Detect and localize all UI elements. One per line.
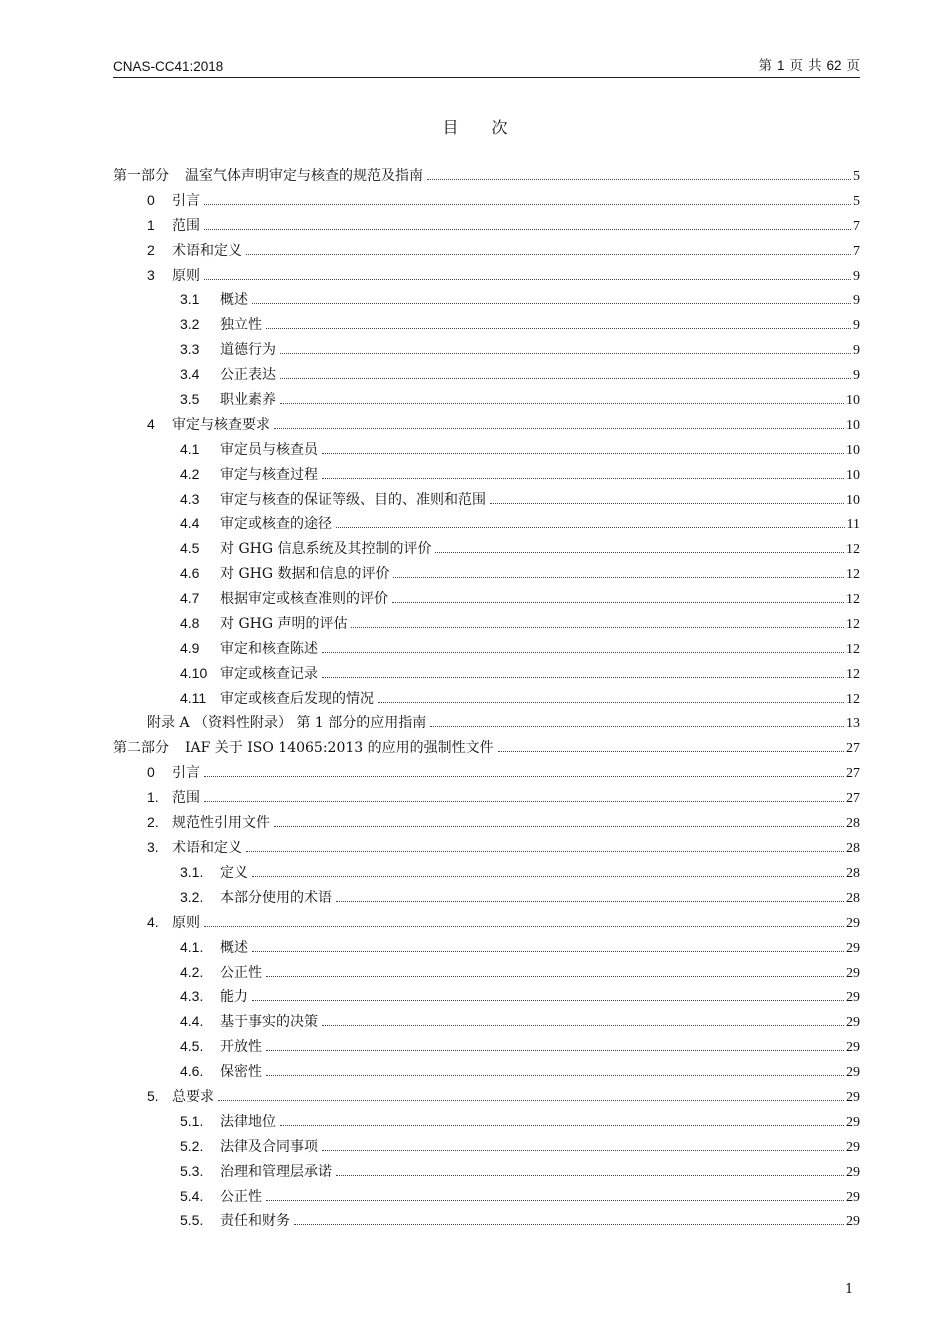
toc-entry[interactable]: [113, 561, 860, 586]
toc-entry-label: 道德行为: [220, 342, 276, 359]
toc-entry-label: 基于事实的决策: [220, 1014, 318, 1031]
toc-entry-number: 4.: [147, 913, 159, 930]
toc-entry-label: 本部分使用的术语: [220, 889, 332, 906]
toc-entry-number: 4: [147, 415, 155, 432]
toc-entry[interactable]: [113, 412, 860, 437]
toc-entry[interactable]: [113, 760, 860, 785]
toc-entry[interactable]: [113, 1109, 860, 1134]
toc-entry[interactable]: [113, 1134, 860, 1159]
table-of-contents: [113, 163, 860, 1233]
toc-entry[interactable]: [113, 636, 860, 661]
toc-entry-label: 审定或核查后发现的情况: [220, 690, 374, 707]
page-info: [753, 54, 860, 74]
toc-entry-page: 29: [846, 1040, 860, 1056]
toc-entry-number: 1.: [147, 789, 159, 806]
toc-entry-number: 4.2.: [180, 963, 204, 980]
toc-entry-label: 能力: [220, 989, 248, 1006]
toc-entry-page: 7: [853, 218, 860, 234]
dot-leader: [204, 926, 844, 927]
toc-entry-number: 3.1: [180, 291, 200, 308]
dot-leader: [204, 204, 851, 205]
toc-entry-label: 范围: [172, 790, 200, 807]
toc-entry[interactable]: [113, 1084, 860, 1109]
toc-entry-label: 开放性: [220, 1039, 262, 1056]
dot-leader: [336, 901, 844, 902]
toc-entry-number: 3.2: [180, 316, 200, 333]
toc-entry-number: 4.3.: [180, 988, 204, 1005]
toc-entry-page: 29: [846, 1189, 860, 1205]
toc-title: 目 次: [442, 118, 522, 137]
toc-entry[interactable]: [113, 462, 860, 487]
toc-entry-label: 原则: [172, 267, 200, 284]
toc-entry-page: 13: [846, 715, 860, 731]
toc-entry-number: 第一部分: [113, 167, 169, 183]
toc-entry-number: 第二部分: [113, 739, 169, 756]
page-info-word: 页: [789, 58, 803, 73]
toc-entry-number: 5.2.: [180, 1137, 204, 1154]
toc-entry-number: 5.5.: [180, 1212, 204, 1229]
page-info-word: 共: [807, 58, 822, 73]
dot-leader: [266, 976, 844, 977]
toc-entry[interactable]: [113, 711, 860, 736]
toc-entry-page: 11: [846, 517, 860, 533]
dot-leader: [378, 702, 844, 703]
toc-entry[interactable]: [113, 1184, 860, 1209]
toc-entry-number: 4.5.: [180, 1038, 204, 1055]
toc-entry-label: 保密性: [220, 1064, 262, 1081]
toc-entry-label: 附录 A （资料性附录） 第 1 部分的应用指南: [147, 714, 427, 731]
toc-entry-number: 5.: [147, 1087, 159, 1104]
dot-leader: [274, 826, 844, 827]
toc-entry-page: 27: [846, 741, 860, 757]
toc-entry-number: 4.4.: [180, 1013, 204, 1030]
toc-entry[interactable]: [113, 835, 860, 860]
toc-entry-label: 公正表达: [220, 367, 276, 384]
toc-entry-page: 29: [846, 915, 860, 931]
dot-leader: [322, 453, 844, 454]
dot-leader: [252, 303, 851, 304]
toc-entry-page: 29: [846, 1089, 860, 1105]
page-info-word: 第: [758, 58, 772, 73]
toc-entry-page: 29: [846, 965, 860, 981]
toc-entry-page: 28: [846, 841, 860, 857]
toc-entry-page: 28: [846, 890, 860, 906]
dot-leader: [204, 776, 844, 777]
toc-entry-label: 引言: [172, 765, 200, 782]
page-info-word: 页: [846, 58, 860, 73]
toc-entry[interactable]: [113, 263, 860, 288]
toc-entry-label: 责任和财务: [220, 1213, 290, 1230]
toc-entry[interactable]: [113, 910, 860, 935]
toc-entry[interactable]: [113, 213, 860, 238]
toc-entry-page: 9: [853, 318, 860, 334]
dot-leader: [252, 876, 844, 877]
page-header: [113, 50, 860, 78]
toc-entry-number: 4.10: [180, 664, 208, 681]
toc-entry-number: 4.8: [180, 615, 200, 632]
toc-entry[interactable]: [113, 885, 860, 910]
toc-entry-number: 5.4.: [180, 1187, 204, 1204]
toc-entry-page: 29: [846, 1015, 860, 1031]
toc-entry-number: 5.3.: [180, 1162, 204, 1179]
dot-leader: [266, 1075, 844, 1076]
dot-leader: [392, 602, 844, 603]
toc-entry-label: 审定与核查过程: [220, 466, 318, 483]
page-info-total: 62: [826, 58, 842, 73]
toc-entry-label: 审定与核查要求: [172, 416, 270, 433]
toc-entry-number: 2.: [147, 814, 159, 831]
toc-entry[interactable]: [113, 511, 860, 536]
toc-entry[interactable]: [113, 238, 860, 263]
toc-entry[interactable]: [113, 387, 860, 412]
toc-entry-label: 审定或核查记录: [220, 665, 318, 682]
toc-entry-label: 对 GHG 数据和信息的评价: [220, 566, 390, 583]
dot-leader: [322, 652, 844, 653]
toc-entry-page: 12: [846, 592, 860, 608]
toc-entry-number: 4.1: [180, 440, 200, 457]
toc-entry[interactable]: [113, 960, 860, 985]
toc-entry[interactable]: [113, 312, 860, 337]
toc-entry-page: 10: [846, 492, 860, 508]
toc-entry-number: 3.3: [180, 341, 200, 358]
toc-entry-label: 对 GHG 信息系统及其控制的评价: [220, 541, 432, 558]
toc-entry-number: 3.5: [180, 391, 200, 408]
dot-leader: [280, 403, 844, 404]
toc-entry[interactable]: [113, 661, 860, 686]
toc-entry-label: 术语和定义: [172, 242, 242, 259]
toc-entry[interactable]: [113, 1159, 860, 1184]
dot-leader: [294, 1224, 844, 1225]
toc-entry[interactable]: [113, 1009, 860, 1034]
toc-entry-page: 9: [853, 368, 860, 384]
dot-leader: [218, 1100, 844, 1101]
toc-entry[interactable]: [113, 686, 860, 711]
toc-entry-number: 3.: [147, 839, 159, 856]
toc-entry-page: 10: [846, 417, 860, 433]
toc-entry-number: 3.4: [180, 366, 200, 383]
toc-entry-number: 0: [147, 191, 155, 208]
toc-entry-number: 4.1.: [180, 938, 204, 955]
dot-leader: [274, 428, 844, 429]
toc-entry[interactable]: [113, 785, 860, 810]
toc-entry-label: 引言: [172, 192, 200, 209]
toc-entry-page: 12: [846, 542, 860, 558]
footer-page-number: 1: [845, 1282, 854, 1297]
toc-entry[interactable]: [113, 163, 860, 188]
doc-code: CNAS-CC41:2018: [113, 59, 224, 74]
toc-entry-number: 4.4: [180, 515, 200, 532]
toc-entry-number: 4.7: [180, 590, 200, 607]
dot-leader: [252, 951, 844, 952]
toc-entry[interactable]: [113, 735, 860, 760]
toc-entry[interactable]: [113, 1059, 860, 1084]
toc-entry-label: 审定或核查的途径: [220, 516, 332, 533]
toc-entry-label: 原则: [172, 914, 200, 931]
toc-entry-page: 29: [846, 940, 860, 956]
toc-entry-label: 职业素养: [220, 392, 276, 409]
dot-leader: [430, 726, 844, 727]
dot-leader: [280, 353, 851, 354]
toc-entry-label: 温室气体声明审定与核查的规范及指南: [185, 168, 423, 184]
toc-entry-page: 28: [846, 865, 860, 881]
toc-entry-number: 4.6: [180, 565, 200, 582]
toc-entry[interactable]: [113, 337, 860, 362]
toc-entry-label: 审定和核查陈述: [220, 640, 318, 657]
toc-entry-page: 10: [846, 467, 860, 483]
dot-leader: [435, 552, 844, 553]
toc-entry-number: 1: [147, 216, 155, 233]
dot-leader: [280, 378, 851, 379]
toc-entry-page: 29: [846, 990, 860, 1006]
dot-leader: [351, 627, 844, 628]
toc-entry[interactable]: [113, 362, 860, 387]
toc-entry-number: 2: [147, 241, 155, 258]
toc-entry-label: 法律地位: [220, 1113, 276, 1130]
toc-entry-number: 4.2: [180, 465, 200, 482]
toc-entry-label: 法律及合同事项: [220, 1138, 318, 1155]
dot-leader: [246, 254, 851, 255]
toc-entry-number: 5.1.: [180, 1112, 204, 1129]
toc-entry-page: 10: [846, 442, 860, 458]
dot-leader: [204, 279, 851, 280]
dot-leader: [490, 503, 844, 504]
toc-entry[interactable]: [113, 437, 860, 462]
toc-entry-label: 根据审定或核查准则的评价: [220, 591, 388, 608]
toc-entry-label: 对 GHG 声明的评估: [220, 616, 348, 633]
toc-entry-page: 5: [853, 169, 860, 184]
toc-entry-page: 29: [846, 1139, 860, 1155]
toc-entry-label: 公正性: [220, 1188, 262, 1205]
toc-entry-page: 29: [846, 1214, 860, 1230]
dot-leader: [336, 527, 845, 528]
toc-entry-number: 4.5: [180, 540, 200, 557]
toc-entry-page: 12: [846, 567, 860, 583]
dot-leader: [322, 1025, 844, 1026]
toc-entry-page: 10: [846, 393, 860, 409]
toc-entry[interactable]: [113, 1034, 860, 1059]
toc-entry-page: 12: [846, 666, 860, 682]
toc-entry[interactable]: [113, 860, 860, 885]
toc-entry[interactable]: [113, 287, 860, 312]
toc-entry[interactable]: [113, 1208, 860, 1233]
toc-entry[interactable]: [113, 935, 860, 960]
toc-entry-number: 4.3: [180, 490, 200, 507]
toc-entry-page: 9: [853, 268, 860, 284]
dot-leader: [204, 229, 851, 230]
dot-leader: [246, 851, 844, 852]
toc-entry-label: 治理和管理层承诺: [220, 1163, 332, 1180]
dot-leader: [498, 751, 844, 752]
dot-leader: [266, 1050, 844, 1051]
toc-entry-number: 3.1.: [180, 863, 204, 880]
dot-leader: [266, 1200, 844, 1201]
dot-leader: [280, 1125, 844, 1126]
toc-entry-number: 4.11: [180, 689, 207, 706]
dot-leader: [322, 1150, 844, 1151]
dot-leader: [427, 179, 851, 180]
toc-entry-page: 5: [853, 193, 860, 209]
toc-entry-page: 29: [846, 1114, 860, 1130]
toc-entry-page: 9: [853, 293, 860, 309]
toc-entry-page: 29: [846, 1065, 860, 1081]
toc-entry-label: 规范性引用文件: [172, 815, 270, 832]
toc-entry-page: 27: [846, 791, 860, 807]
toc-entry-page: 12: [846, 691, 860, 707]
toc-entry-number: 3.2.: [180, 888, 204, 905]
toc-entry-label: IAF 关于 ISO 14065:2013 的应用的强制性文件: [185, 740, 494, 757]
dot-leader: [266, 328, 851, 329]
dot-leader: [336, 1175, 844, 1176]
dot-leader: [252, 1000, 844, 1001]
toc-entry-page: 12: [846, 617, 860, 633]
toc-entry-label: 公正性: [220, 964, 262, 981]
toc-entry-page: 12: [846, 641, 860, 657]
toc-entry-number: 4.6.: [180, 1063, 204, 1080]
dot-leader: [322, 677, 844, 678]
toc-entry-label: 概述: [220, 292, 248, 309]
toc-entry-label: 定义: [220, 864, 248, 881]
toc-entry[interactable]: [113, 487, 860, 512]
toc-entry[interactable]: [113, 810, 860, 835]
toc-entry-label: 概述: [220, 939, 248, 956]
toc-entry-label: 总要求: [172, 1088, 214, 1105]
toc-entry-page: 27: [846, 766, 860, 782]
dot-leader: [204, 801, 844, 802]
toc-entry-page: 28: [846, 816, 860, 832]
page-info-current: 1: [776, 58, 785, 73]
toc-entry-number: 0: [147, 764, 155, 781]
dot-leader: [322, 478, 844, 479]
toc-entry[interactable]: [113, 536, 860, 561]
toc-entry-page: 9: [853, 343, 860, 359]
toc-entry-label: 范围: [172, 217, 200, 234]
toc-entry-page: 29: [846, 1164, 860, 1180]
dot-leader: [393, 577, 844, 578]
toc-entry[interactable]: [113, 188, 860, 213]
toc-entry[interactable]: [113, 611, 860, 636]
toc-entry-page: 7: [853, 243, 860, 259]
toc-entry-number: 4.9: [180, 639, 200, 656]
toc-entry-label: 审定员与核查员: [220, 441, 318, 458]
toc-entry-label: 独立性: [220, 317, 262, 334]
toc-entry[interactable]: [113, 984, 860, 1009]
toc-entry[interactable]: [113, 586, 860, 611]
toc-entry-label: 审定与核查的保证等级、目的、准则和范围: [220, 491, 486, 508]
toc-entry-label: 术语和定义: [172, 840, 242, 857]
toc-entry-number: 3: [147, 266, 155, 283]
